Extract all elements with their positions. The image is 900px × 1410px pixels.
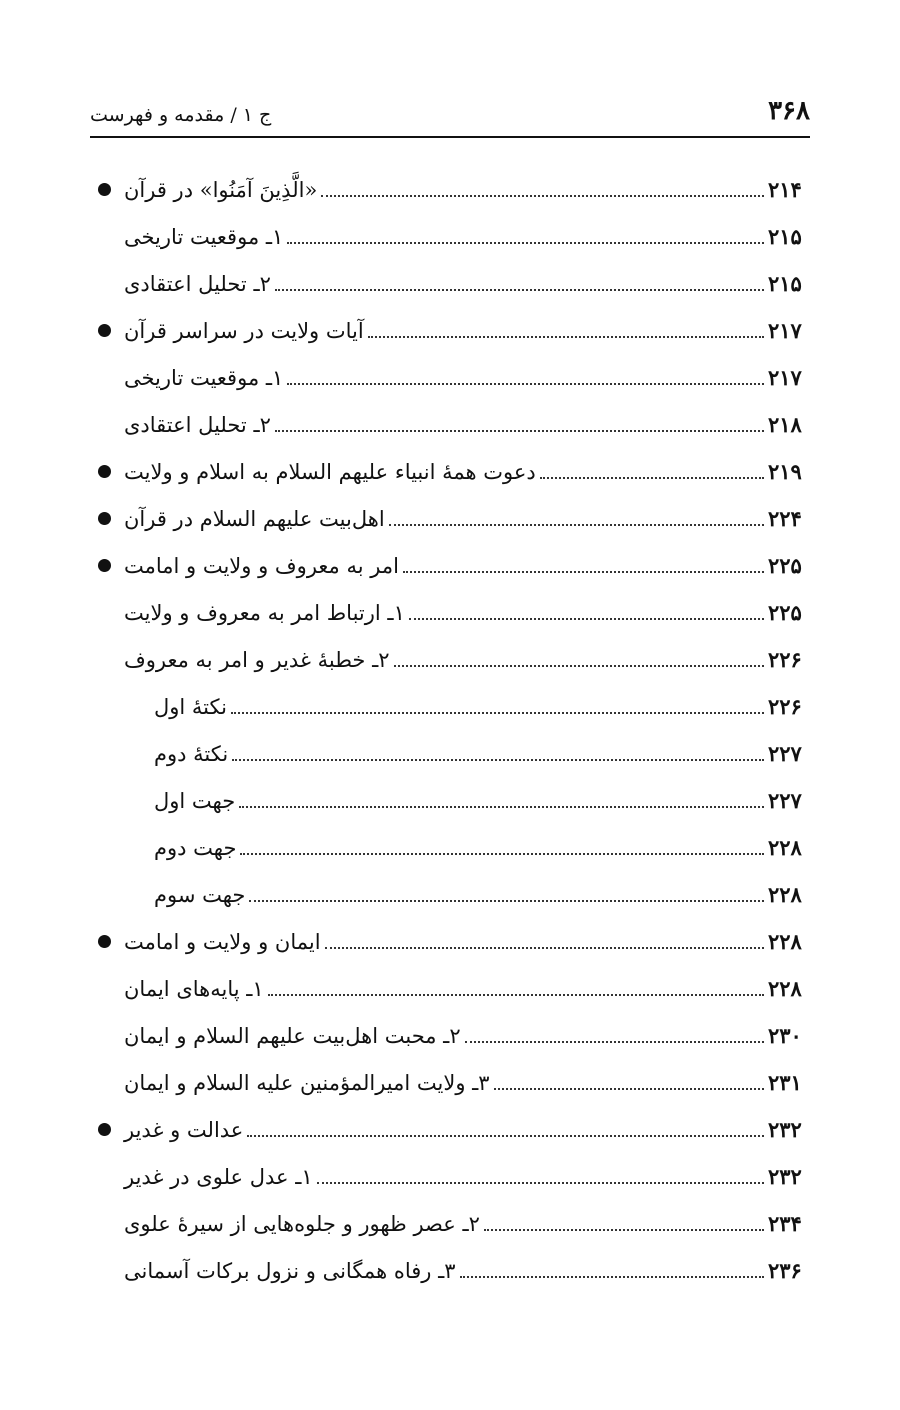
toc-entry-page: ۲۳۲ <box>768 1164 802 1189</box>
bullet-slot <box>90 183 118 196</box>
bullet-slot <box>90 324 118 337</box>
toc-entry-title: ۱ـ موقعیت تاریخی <box>124 365 284 390</box>
toc-entry-title: اهل‌بیت علیهم السلام در قرآن <box>124 506 385 531</box>
dot-leader <box>240 853 764 855</box>
bullet-icon <box>98 183 111 196</box>
toc-entry[interactable] <box>90 918 810 965</box>
running-title: ج ۱ / مقدمه و فهرست <box>90 104 272 126</box>
toc-entry[interactable] <box>90 213 810 260</box>
toc-entry[interactable] <box>90 683 810 730</box>
dot-leader <box>268 994 764 996</box>
toc-entry-page: ۲۲۸ <box>768 835 802 860</box>
dot-leader <box>287 242 764 244</box>
bullet-slot <box>90 935 118 948</box>
dot-leader <box>325 947 764 949</box>
toc-entry-page: ۲۲۸ <box>768 882 802 907</box>
toc-entry-title: آیات ولایت در سراسر قرآن <box>124 318 364 343</box>
dot-leader <box>275 289 764 291</box>
toc-entry-title: ایمان و ولایت و امامت <box>124 929 321 954</box>
bullet-slot <box>90 512 118 525</box>
toc-entry[interactable] <box>90 589 810 636</box>
toc-entry-page: ۲۱۵ <box>768 224 802 249</box>
toc-entry-title: ۲ـ تحلیل اعتقادی <box>124 412 271 437</box>
bullet-slot <box>90 1123 118 1136</box>
toc-entry-title: «الَّذِینَ آمَنُوا» در قرآن <box>124 177 318 202</box>
bullet-icon <box>98 324 111 337</box>
dot-leader <box>403 571 764 573</box>
toc-entry[interactable] <box>90 777 810 824</box>
toc-entry-page: ۲۳۰ <box>768 1023 802 1048</box>
toc-entry[interactable] <box>90 260 810 307</box>
dot-leader <box>460 1276 764 1278</box>
dot-leader <box>231 712 764 714</box>
toc-entry-title: ۱ـ موقعیت تاریخی <box>124 224 284 249</box>
toc-entry-page: ۲۳۲ <box>768 1117 802 1142</box>
toc-entry-page: ۲۱۵ <box>768 271 802 296</box>
toc-entry-title: ۲ـ تحلیل اعتقادی <box>124 271 271 296</box>
toc-entry[interactable] <box>90 1200 810 1247</box>
dot-leader <box>389 524 764 526</box>
toc-entry-page: ۲۱۴ <box>768 177 802 202</box>
toc-entry-page: ۲۱۷ <box>768 318 802 343</box>
toc-entry-page: ۲۱۷ <box>768 365 802 390</box>
toc-entry-title: عدالت و غدیر <box>124 1117 244 1142</box>
bullet-slot <box>90 465 118 478</box>
toc-entry-page: ۲۲۸ <box>768 929 802 954</box>
dot-leader <box>287 383 764 385</box>
toc-entry[interactable] <box>90 495 810 542</box>
toc-entry-title: ۱ـ عدل علوی در غدیر <box>124 1164 313 1189</box>
toc-entry-page: ۲۲۵ <box>768 553 802 578</box>
toc-entry-page: ۲۱۹ <box>768 459 802 484</box>
toc-entry-title: ۲ـ عصر ظهور و جلوه‌هایی از سیرهٔ علوی <box>124 1211 480 1236</box>
dot-leader <box>317 1182 764 1184</box>
toc-entry[interactable] <box>90 401 810 448</box>
toc-entry-page: ۲۳۴ <box>768 1211 802 1236</box>
dot-leader <box>540 477 764 479</box>
toc-entry-page: ۲۱۸ <box>768 412 802 437</box>
toc-entry[interactable] <box>90 166 810 213</box>
toc-entry-title: نکتهٔ اول <box>154 694 227 719</box>
toc-entry-page: ۲۳۶ <box>768 1258 802 1283</box>
dot-leader <box>394 665 764 667</box>
dot-leader <box>368 336 764 338</box>
dot-leader <box>239 806 764 808</box>
dot-leader <box>275 430 764 432</box>
bullet-icon <box>98 559 111 572</box>
dot-leader <box>465 1041 764 1043</box>
toc-entry[interactable] <box>90 1153 810 1200</box>
toc-entry-title: امر به معروف و ولایت و امامت <box>124 553 399 578</box>
toc-entry-page: ۲۲۴ <box>768 506 802 531</box>
toc-entry-page: ۲۳۱ <box>768 1070 802 1095</box>
bullet-slot <box>90 559 118 572</box>
toc-entry-title: ۳ـ ولایت امیرالمؤمنین علیه السلام و ایمان <box>124 1070 490 1095</box>
toc-entry-page: ۲۲۸ <box>768 976 802 1001</box>
bullet-icon <box>98 1123 111 1136</box>
dot-leader <box>321 195 764 197</box>
toc-entry-page: ۲۲۶ <box>768 647 802 672</box>
toc-entry-title: ۲ـ محبت اهل‌بیت علیهم السلام و ایمان <box>124 1023 461 1048</box>
toc-entry-title: ۳ـ رفاه همگانی و نزول برکات آسمانی <box>124 1258 456 1283</box>
toc-entry-title: جهت سوم <box>154 882 246 907</box>
dot-leader <box>409 618 764 620</box>
toc-entry-title: ۱ـ پایه‌های ایمان <box>124 976 264 1001</box>
toc-entry-title: ۱ـ ارتباط امر به معروف و ولایت <box>124 600 405 625</box>
dot-leader <box>232 759 764 761</box>
dot-leader <box>249 900 764 902</box>
toc-entry-page: ۲۲۷ <box>768 788 802 813</box>
page-header <box>90 92 810 138</box>
toc-entry[interactable] <box>90 871 810 918</box>
toc-entry[interactable] <box>90 965 810 1012</box>
page-number: ۳۶۸ <box>768 96 810 126</box>
toc-entry[interactable] <box>90 1059 810 1106</box>
toc-entry-title: ۲ـ خطبهٔ غدیر و امر به معروف <box>124 647 390 672</box>
toc-entry-page: ۲۲۷ <box>768 741 802 766</box>
dot-leader <box>247 1135 764 1137</box>
bullet-icon <box>98 465 111 478</box>
bullet-icon <box>98 512 111 525</box>
bullet-icon <box>98 935 111 948</box>
table-of-contents <box>90 166 810 1294</box>
toc-entry[interactable] <box>90 730 810 777</box>
toc-entry[interactable] <box>90 1012 810 1059</box>
toc-entry[interactable] <box>90 824 810 871</box>
toc-entry[interactable] <box>90 542 810 589</box>
toc-entry[interactable] <box>90 636 810 683</box>
toc-entry-page: ۲۲۶ <box>768 694 802 719</box>
toc-entry-title: جهت دوم <box>154 835 237 860</box>
toc-entry-title: دعوت همهٔ انبیاء علیهم السلام به اسلام و ولایت <box>124 459 536 484</box>
toc-entry[interactable] <box>90 448 810 495</box>
toc-entry[interactable] <box>90 354 810 401</box>
toc-entry[interactable] <box>90 1247 810 1294</box>
dot-leader <box>494 1088 764 1090</box>
toc-entry-title: نکتهٔ دوم <box>154 741 229 766</box>
toc-entry-page: ۲۲۵ <box>768 600 802 625</box>
toc-entry[interactable] <box>90 307 810 354</box>
toc-entry-title: جهت اول <box>154 788 236 813</box>
dot-leader <box>484 1229 764 1231</box>
toc-entry[interactable] <box>90 1106 810 1153</box>
